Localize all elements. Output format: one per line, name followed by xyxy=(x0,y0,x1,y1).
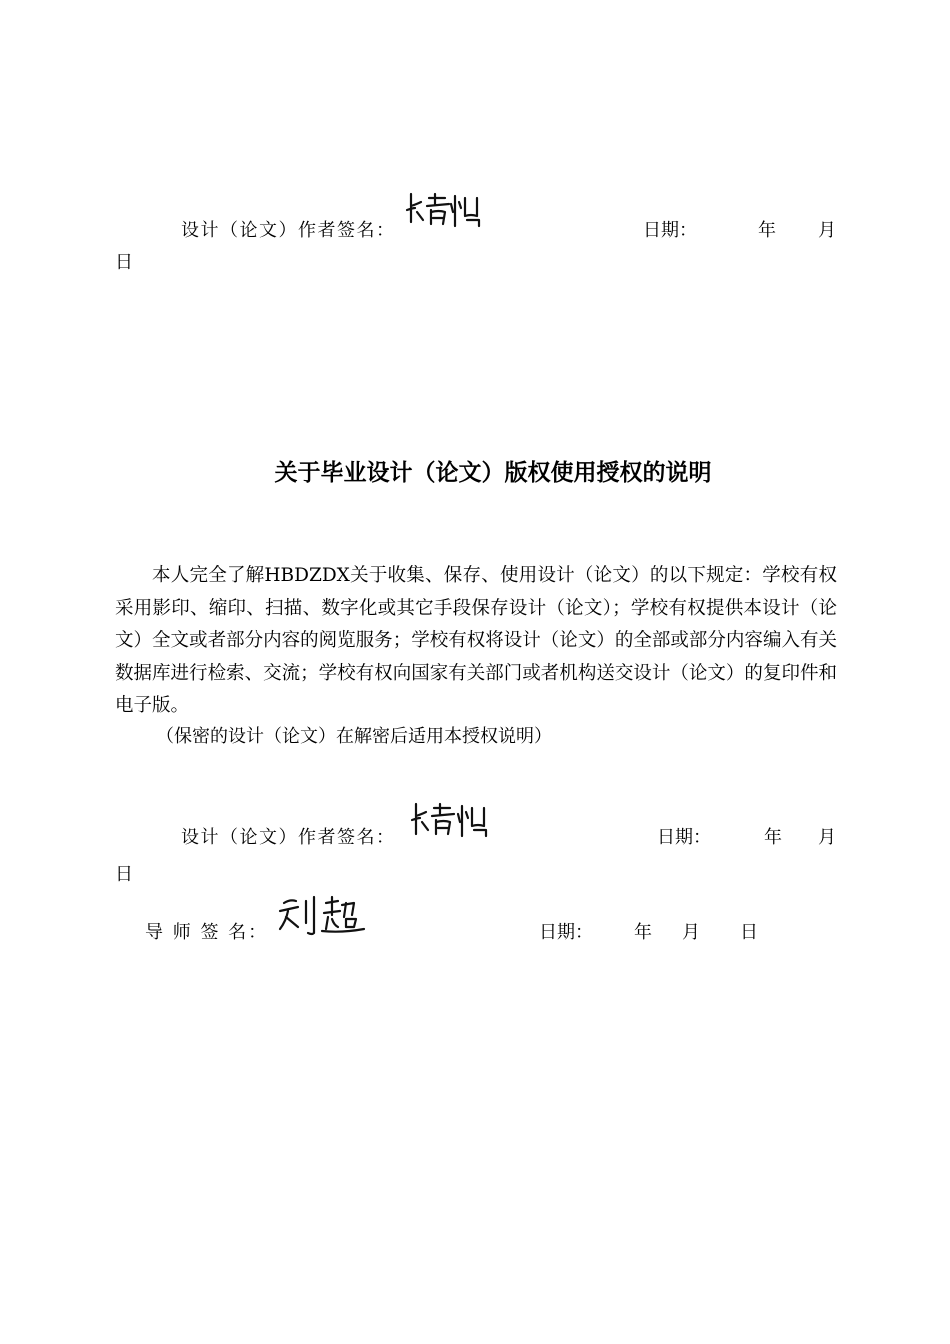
author-signature-image xyxy=(405,190,483,232)
date-label: 日期： xyxy=(539,922,593,943)
date-label: 日期： xyxy=(643,220,697,241)
year-label: 年 xyxy=(758,220,776,241)
advisor-signature-label: 导 师 签 名： xyxy=(145,922,269,943)
date-label: 日期： xyxy=(657,827,711,848)
author-signature-label: 设计（论文）作者签名： xyxy=(181,827,396,848)
page-title: 关于毕业设计（论文）版权使用授权的说明 xyxy=(274,460,712,486)
year-label: 年 xyxy=(634,922,652,943)
day-label: 日 xyxy=(115,252,133,273)
day-label: 日 xyxy=(740,922,758,943)
author-signature-image xyxy=(410,800,490,842)
month-label: 月 xyxy=(818,827,836,848)
author-signature-label: 设计（论文）作者签名： xyxy=(181,220,396,241)
advisor-signature-image xyxy=(276,893,368,937)
month-label: 月 xyxy=(818,220,836,241)
confidential-note: （保密的设计（论文）在解密后适用本授权说明） xyxy=(156,726,552,747)
day-label: 日 xyxy=(115,864,133,885)
month-label: 月 xyxy=(682,922,700,943)
authorization-paragraph: 本人完全了解HBDZDX关于收集、保存、使用设计（论文）的以下规定：学校有权采用影印、缩印、扫描、数字化或其它手段保存设计（论文）；学校有权提供本设计（论文）全文或者部分内容的阅览服务；学校有权将设计（论文）的全部或部分内容编入有关数据库进行检索、交流；学校有权向国家有关部门或者机构送交设计（论文）的复印件和电子版。 xyxy=(115,565,837,716)
year-label: 年 xyxy=(764,827,782,848)
